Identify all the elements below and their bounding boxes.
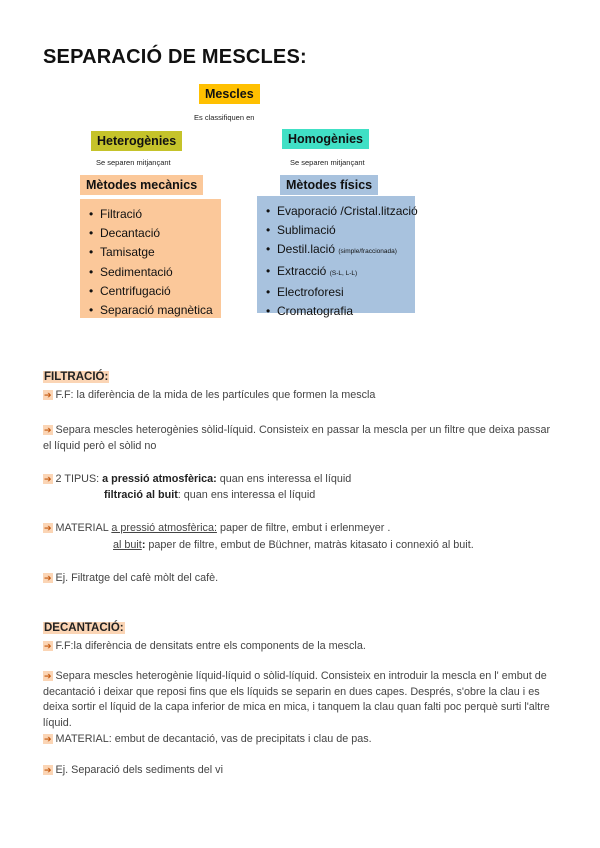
filtracio-material: ➔ MATERIAL a pressió atmosfèrica: paper de filtre, embut i erlenmeyer . [44,522,391,534]
decantacio-exemple: ➔ Ej. Separació dels sediments del vi [44,764,223,776]
homogenies-chip: Homogènies [282,129,369,149]
arrow-icon: ➔ [44,523,52,533]
list-item: • Electroforesi [275,283,407,302]
filtracio-exemple: ➔ Ej. Filtratge del cafè mòlt del cafè. [44,572,219,584]
arrow-icon: ➔ [44,573,52,583]
list-item: • Separació magnètica [98,301,213,320]
metodes-fisics-box [257,196,418,319]
filtracio-tipus-2: filtració al buit: quan ens interessa el líquid [104,489,316,501]
arrow-icon: ➔ [44,671,52,681]
list-item: • Destil.lació (simple/fraccionada) [275,240,407,261]
mescles-subtext: Es classifiquen en [194,113,255,122]
list-item: • Extracció (S-L, L-L) [275,262,407,283]
list-item: • Tamisatge [98,243,213,262]
list-item: • Sublimació [275,221,407,240]
filtracio-heading: FILTRACIÓ: [44,371,109,383]
filtracio-tipus: ➔ 2 TIPUS: a pressió atmosfèrica: quan ens interessa el líquid [44,473,352,485]
decantacio-material: ➔ MATERIAL: embut de decantació, vas de precipitats i clau de pas. [44,733,372,745]
metodes-mecanics-chip: Mètodes mecànics [80,175,203,195]
list-item: • Decantació [98,224,213,243]
decantacio-ff: ➔ F.F:la diferència de densitats entre els components de la mescla. [44,640,366,652]
arrow-icon: ➔ [44,390,52,400]
metodes-fisics-chip: Mètodes físics [280,175,378,195]
metodes-mecanics-box [80,199,221,318]
decantacio-heading: DECANTACIÓ: [44,622,124,634]
list-item: • Filtració [98,205,213,224]
filtracio-material-2: al buit: paper de filtre, embut de Büchner, matràs kitasato i connexió al buit. [113,539,474,551]
homogenies-subtext: Se separen mitjançant [290,158,365,167]
heterogenies-subtext: Se separen mitjançant [96,158,171,167]
arrow-icon: ➔ [44,474,52,484]
list-item: • Centrifugació [98,282,213,301]
list-item: • Cromatografia [275,302,407,321]
decantacio-separa: ➔ Separa mescles heterogènie líquid-líquid o sòlid-líquid. Consisteix en introduir la mescla en l' embut de decantació i deixar que reposi fins que els líquids se separin en dues capes. Després, s'obre la clau i es deixa sortir el líquid de la capa inferior de mica en mica, i tanquem la clau quan falti poc perquè surti l'altre líquid. [43,670,550,729]
filtracio-separa: ➔ Separa mescles heterogènies sòlid-líquid. Consisteix en passar la mescla per un filtre que deixa passar el líquid però el sòlid no [43,424,551,452]
arrow-icon: ➔ [44,425,52,435]
mescles-chip: Mescles [199,84,260,104]
arrow-icon: ➔ [44,765,52,775]
heterogenies-chip: Heterogènies [91,131,182,151]
page-title: SEPARACIÓ DE MESCLES: [43,46,307,68]
list-item: • Sedimentació [98,263,213,282]
list-item: • Evaporació /Cristal.lització [275,202,407,221]
filtracio-ff: ➔ F.F: la diferència de la mida de les partícules que formen la mescla [44,389,376,401]
arrow-icon: ➔ [44,641,52,651]
arrow-icon: ➔ [44,734,52,744]
